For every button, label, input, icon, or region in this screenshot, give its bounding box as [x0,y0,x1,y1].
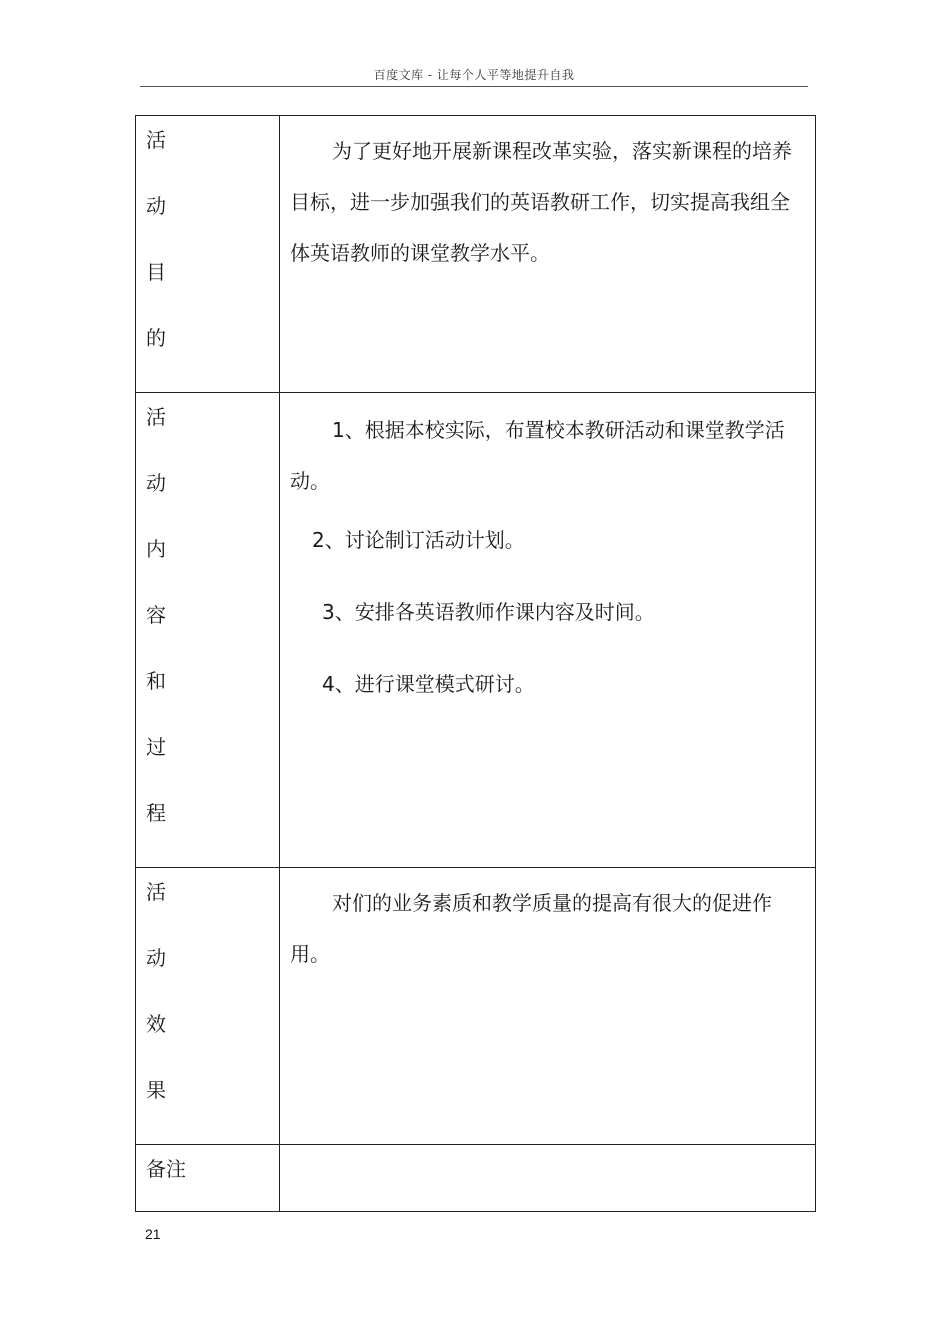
row-label-remarks: 备注 [146,1157,186,1181]
row-label-content-process [136,393,279,867]
label-char: 效 [146,1012,166,1036]
label-char: 活 [146,880,166,904]
page-number: 21 [145,1226,161,1242]
table-row [136,393,816,868]
activity-record-table [135,115,816,1212]
header-rule [140,86,808,87]
label-char: 动 [146,194,166,218]
label-char: 容 [146,603,166,627]
row-label-cell [136,868,280,1145]
label-char: 动 [146,946,166,970]
label-char: 动 [146,471,166,495]
table-row [136,868,816,1145]
label-char: 程 [146,801,166,825]
label-char: 果 [146,1078,166,1102]
row-label-cell [136,393,280,868]
remarks-text [280,1145,815,1155]
label-char: 目 [146,260,166,284]
row-label-effect [136,868,279,1144]
row-label-purpose [136,116,279,392]
page-header: 百度文库 - 让每个人平等地提升自我 [373,68,575,82]
label-char: 的 [146,326,166,350]
table-row [136,1145,816,1212]
label-char: 和 [146,669,166,693]
row-content-cell [280,868,816,1145]
label-char: 活 [146,128,166,152]
list-item: 1、根据本校实际，布置校本教研活动和课堂教学活动。 [290,418,785,493]
row-label-cell [136,1145,280,1212]
list-item: 4、进行课堂模式研讨。 [322,672,535,696]
row-label-cell [136,116,280,393]
row-content-cell [280,393,816,868]
label-char: 过 [146,735,166,759]
label-char: 活 [146,405,166,429]
remarks-cell [280,1145,816,1212]
row-content-cell [280,116,816,393]
purpose-text: 为了更好地开展新课程改革实验，落实新课程的培养目标，进一步加强我们的英语教研工作，切实提高我组全体英语教师的课堂教学水平。 [290,139,792,265]
effect-text: 对们的业务素质和教学质量的提高有很大的促进作用。 [290,891,772,966]
label-char: 内 [146,537,166,561]
list-item: 3、安排各英语教师作课内容及时间。 [322,600,655,624]
list-item: 2、讨论制订活动计划。 [312,528,525,552]
process-list [280,393,815,696]
table-row [136,116,816,393]
